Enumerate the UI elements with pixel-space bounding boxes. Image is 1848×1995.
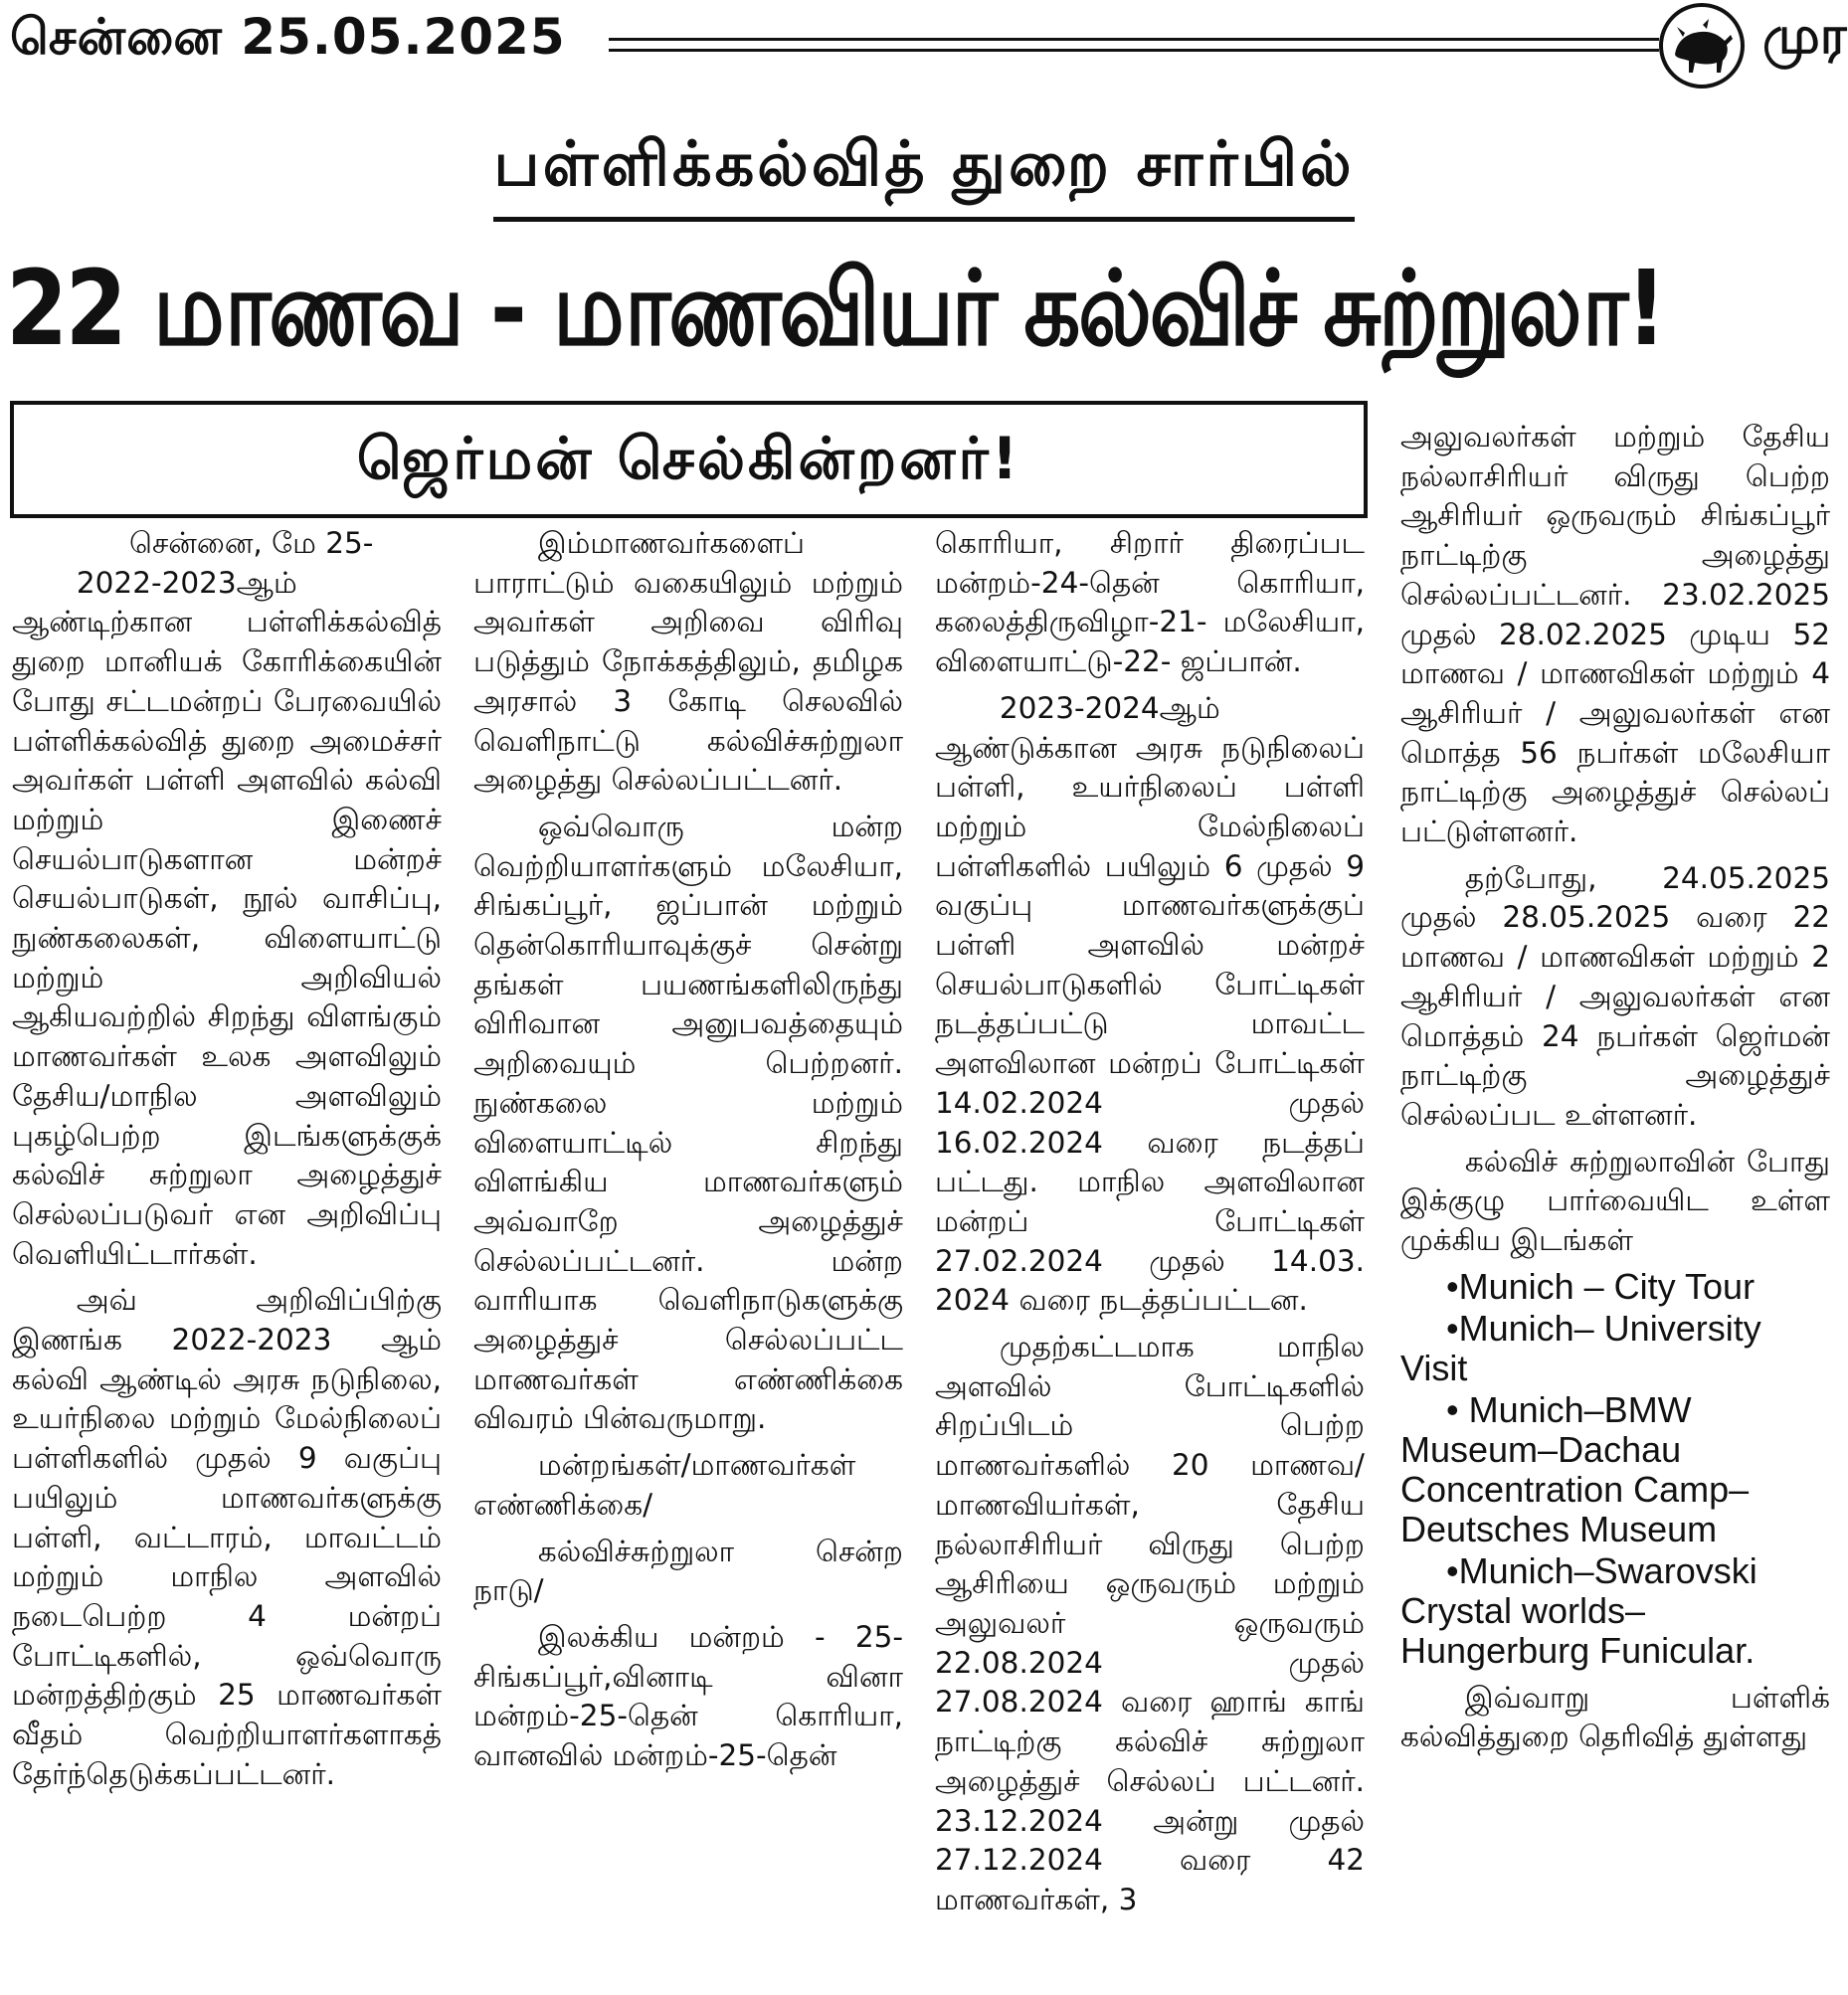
itinerary-text: •Munich–Swarovski Crystal worlds–Hungerburg Funicular. xyxy=(1400,1549,1757,1671)
article-paragraph: இம்மாணவர்களைப் பாராட்டும் வகையிலும் மற்றும் அவர்கள் அறிவை விரிவு படுத்தும் நோக்கத்திலும், தமிழக அரசால் 3 கோடி செலவில் வெளிநாட்டு கல்விச்சுற்றுலா அழைத்து செல்லப்பட்டனர். xyxy=(473,526,903,798)
article-paragraph: தற்போது, 24.05.2025 முதல் 28.05.2025 வரை 22 மாணவ / மாணவிகள் மற்றும் 2 ஆசிரியர் / அலுவலர்கள் என மொத்தம் 24 நபர்கள் ஜெர்மன் நாட்டிற்கு அழைத்துச் செல்லப்பட உள்ளனர். xyxy=(1400,860,1830,1132)
article-paragraph: 2023-2024ஆம் ஆண்டுக்கான அரசு நடுநிலைப் பள்ளி, உயர்நிலைப் பள்ளி மற்றும் மேல்நிலைப் பள்ளிகளில் பயிலும் 6 முதல் 9 வகுப்பு மாணவர்களுக்குப் பள்ளி அளவில் மன்றச் செயல்பாடுகளில் போட்டிகள் நடத்தப்பட்டு மாவட்ட அளவிலான மன்றப் போட்டிகள் 14.02.2024 முதல் 16.02.2024 வரை நடத்தப் பட்டது. மாநில அளவிலான மன்றப் போட்டிகள் 27.02.2024 முதல் 14.03. 2024 வரை நடத்தப்பட்டன. xyxy=(935,690,1365,1318)
masthead-rule xyxy=(609,38,1659,52)
masthead xyxy=(0,0,1848,90)
article-column-3 xyxy=(935,524,1365,1920)
article-column-4 xyxy=(1400,418,1830,1757)
kicker-text: பள்ளிக்கல்வித் துறை சார்பில் xyxy=(493,127,1354,222)
article-paragraph: கல்விச் சுற்றுலாவின் போது இக்குழு பார்வையிட உள்ள முக்கிய இடங்கள் xyxy=(1400,1144,1830,1258)
itinerary-item xyxy=(1400,1309,1830,1388)
itinerary-text: • Munich–BMW Museum–Dachau Concentration Camp–Deutsches Museum xyxy=(1400,1388,1750,1549)
article-paragraph: ஒவ்வொரு மன்ற வெற்றியாளர்களும் மலேசியா, சிங்கப்பூர், ஜப்பான் மற்றும் தென்கொரியாவுக்குச் சென்று தங்கள் பயணங்களிலிருந்து விரிவான அனுபவத்தையும் அறிவையும் பெற்றனர். நுண்கலை மற்றும் விளையாட்டில் சிறந்து விளங்கிய மாணவர்களும் அவ்வாறே அழைத்துச் செல்லப்பட்டனர். மன்ற வாரியாக வெளிநாடுகளுக்கு அழைத்துச் செல்லப்பட்ட மாணவர்கள் எண்ணிக்கை விவரம் பின்வருமாறு. xyxy=(473,809,903,1436)
article-paragraph: 2022-2023ஆம் ஆண்டிற்கான பள்ளிக்கல்வித் துறை மானியக் கோரிக்கையின் போது சட்டமன்றப் பேரவையில் பள்ளிக்கல்வித் துறை அமைச்சர் அவர்கள் பள்ளி அளவில் கல்வி மற்றும் இணைச் செயல்பாடுகளான மன்றச் செயல்பாடுகள், நூல் வாசிப்பு, நுண்கலைகள், விளையாட்டு மற்றும் அறிவியல் ஆகியவற்றில் சிறந்து விளங்கும் மாணவர்கள் உலக அளவிலும் தேசிய/மாநில அளவிலும் புகழ்பெற்ற இடங்களுக்குக் கல்விச் சுற்றுலா அழைத்துச் செல்லப்படுவர் என அறிவிப்பு வெளியிட்டார்கள். xyxy=(12,565,442,1271)
itinerary-item xyxy=(1400,1551,1830,1671)
article-paragraph: கொரியா, சிறார் திரைப்பட மன்றம்-24-தென் கொரியா, கலைத்திருவிழா-21- மலேசியா, விளையாட்டு-22- ஜப்பான். xyxy=(935,526,1365,679)
article-paragraph: மன்றங்கள்/மாணவர்கள் எண்ணிக்கை/ xyxy=(473,1448,856,1522)
article-paragraph: சென்னை, மே 25- xyxy=(129,526,374,560)
headline: 22 மாணவ - மாணவியர் கல்விச் சுற்றுலா! xyxy=(6,248,1665,369)
newspaper-name: முர xyxy=(1762,6,1847,66)
subhead-text: ஜெர்மன் செல்கின்றனர்! xyxy=(356,425,1021,492)
closing-paragraph: இவ்வாறு பள்ளிக் கல்வித்துறை தெரிவித் துள்ளது xyxy=(1400,1680,1830,1754)
article-column-1 xyxy=(12,524,442,1795)
article-paragraph: முதற்கட்டமாக மாநில அளவில் போட்டிகளில் சிறப்பிடம் பெற்ற மாணவர்களில் 20 மாணவ/மாணவியர்கள், தேசிய நல்லாசிரியர் விருது பெற்ற ஆசிரியை ஒருவரும் மற்றும் அலுவலர் ஒருவரும் 22.08.2024 முதல் 27.08.2024 வரை ஹாங் காங் நாட்டிற்கு கல்விச் சுற்றுலா அழைத்துச் செல்லப் பட்டனர். 23.12.2024 அன்று முதல் 27.12.2024 வரை 42 மாணவர்கள், 3 xyxy=(935,1330,1365,1916)
article-paragraph: அலுவலர்கள் மற்றும் தேசிய நல்லாசிரியர் விருது பெற்ற ஆசிரியர் ஒருவரும் சிங்கப்பூர் நாட்டிற்கு அழைத்து செல்லப்பட்டனர். 23.02.2025 முதல் 28.02.2025 முடிய 52 மாணவ / மாணவிகள் மற்றும் 4 ஆசிரியர் / அலுவலர்கள் என மொத்த 56 நபர்கள் மலேசியா நாட்டிற்கு அழைத்துச் செல்லப் பட்டுள்ளனர். xyxy=(1400,420,1830,849)
kicker-line xyxy=(0,127,1848,222)
article-paragraph: இலக்கிய மன்றம் - 25- சிங்கப்பூர்,வினாடி வினா மன்றம்-25-தென் கொரியா, வானவில் மன்றம்-25-தென் xyxy=(473,1619,903,1773)
itinerary-text: •Munich– University Visit xyxy=(1400,1307,1761,1388)
itinerary-list xyxy=(1400,1267,1830,1671)
article-column-2 xyxy=(473,524,903,1776)
itinerary-text: •Munich – City Tour xyxy=(1446,1265,1756,1307)
subhead-box xyxy=(10,401,1368,518)
bull-emblem-icon xyxy=(1659,3,1745,89)
dateline: சென்னை 25.05.2025 xyxy=(10,8,566,66)
article-paragraph: அவ் அறிவிப்பிற்கு இணங்க 2022-2023 ஆம் கல்வி ஆண்டில் அரசு நடுநிலை, உயர்நிலை மற்றும் மேல்நிலைப் பள்ளிகளில் முதல் 9 வகுப்பு பயிலும் மாணவர்களுக்கு பள்ளி, வட்டாரம், மாவட்டம் மற்றும் மாநில அளவில் நடைபெற்ற 4 மன்றப் போட்டிகளில், ஒவ்வொரு மன்றத்திற்கும் 25 மாணவர்கள் வீதம் வெற்றியாளர்களாகத் தேர்ந்தெடுக்கப்பட்டனர். xyxy=(12,1283,442,1791)
itinerary-item xyxy=(1400,1267,1830,1307)
itinerary-item xyxy=(1400,1390,1830,1549)
article-paragraph: கல்விச்சுற்றுலா சென்ற நாடு/ xyxy=(473,1534,903,1608)
